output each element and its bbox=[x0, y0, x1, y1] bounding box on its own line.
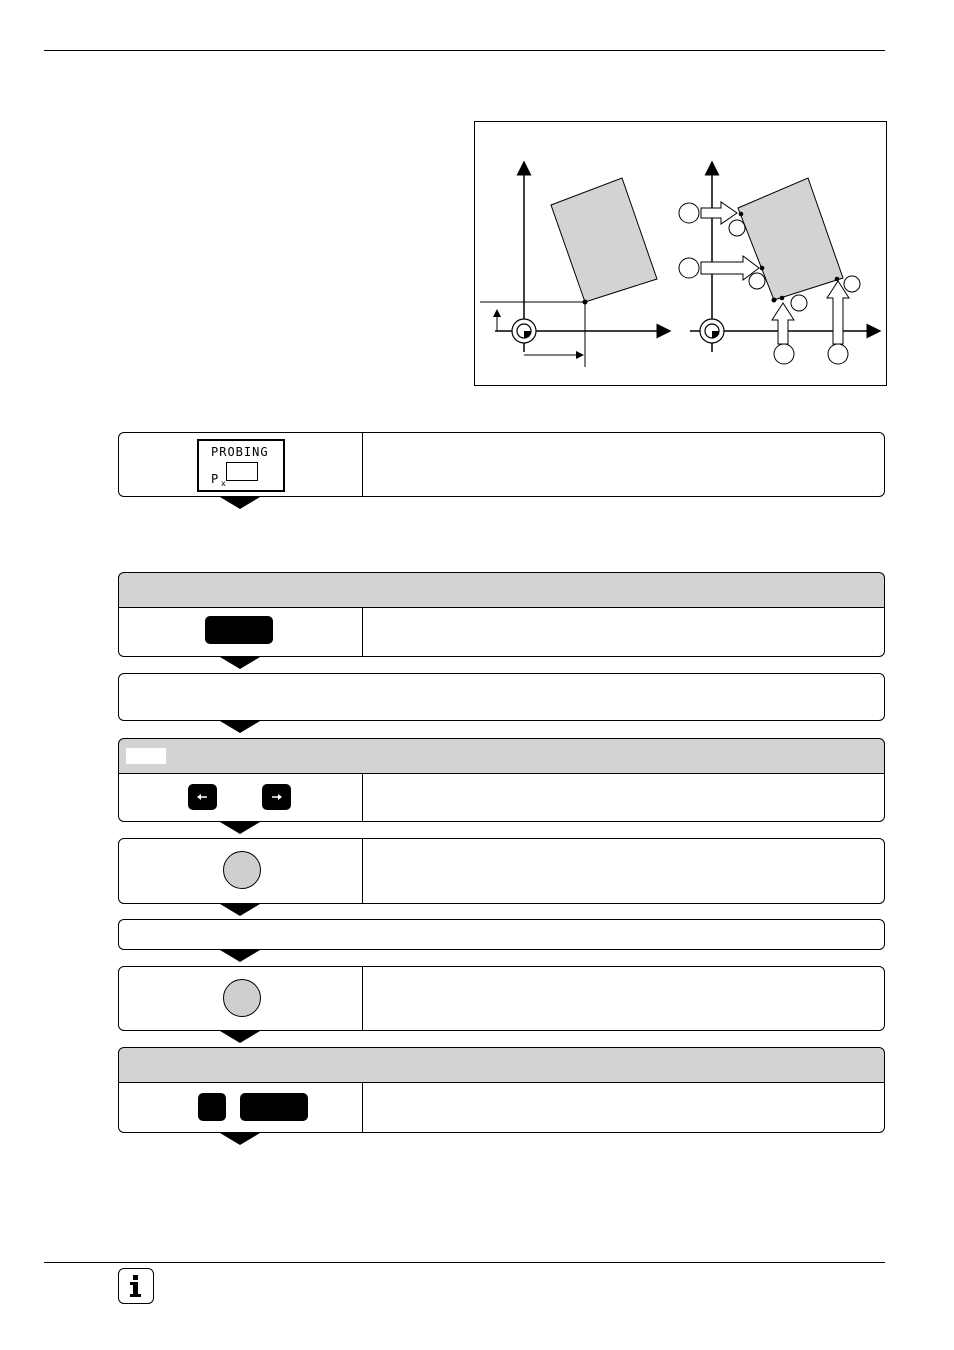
flow-down-arrow-icon bbox=[220, 1031, 260, 1043]
point-circle bbox=[791, 295, 807, 311]
probe-arrow-1 bbox=[701, 202, 737, 224]
step-left-cell bbox=[119, 774, 363, 821]
lcd-rectangle-icon bbox=[226, 462, 258, 481]
step-softkeys bbox=[118, 1082, 885, 1133]
flow-down-arrow-icon bbox=[220, 657, 260, 669]
left-workpiece bbox=[551, 178, 657, 302]
step-header bbox=[118, 1047, 885, 1083]
lcd-title: PROBING bbox=[211, 445, 269, 459]
arrow-right-key-icon bbox=[262, 784, 291, 810]
flow-down-arrow-icon bbox=[220, 822, 260, 834]
point-circle bbox=[749, 273, 765, 289]
point-circle bbox=[729, 220, 745, 236]
probing-diagram-svg bbox=[475, 122, 888, 387]
step-header bbox=[118, 738, 885, 774]
small-key[interactable] bbox=[198, 1093, 226, 1121]
step-left-cell bbox=[119, 1083, 363, 1132]
point-circle bbox=[844, 276, 860, 292]
round-key-button[interactable] bbox=[223, 979, 261, 1017]
left-datum-symbol bbox=[512, 319, 536, 343]
info-icon bbox=[118, 1268, 154, 1304]
lcd-display bbox=[197, 439, 285, 492]
step-circle bbox=[679, 203, 699, 223]
probing-diagram bbox=[474, 121, 887, 386]
round-key-button[interactable] bbox=[223, 851, 261, 889]
probe-arrow-3 bbox=[772, 303, 794, 344]
lcd-x-sub: x bbox=[221, 479, 226, 488]
arrow-left-key[interactable] bbox=[188, 784, 217, 810]
step-header bbox=[118, 572, 885, 608]
step-left-cell bbox=[119, 967, 363, 1030]
softkey-button[interactable] bbox=[240, 1093, 308, 1121]
step-circle bbox=[828, 344, 848, 364]
step-arrow-keys bbox=[118, 773, 885, 822]
step-left-cell bbox=[119, 608, 363, 656]
flow-down-arrow-icon bbox=[220, 904, 260, 916]
step-circle bbox=[679, 258, 699, 278]
step-probing-display bbox=[118, 432, 885, 497]
flow-down-arrow-icon bbox=[220, 721, 260, 733]
step-instruction bbox=[118, 919, 885, 950]
step-left-cell bbox=[119, 839, 363, 903]
info-glyph bbox=[119, 1269, 152, 1302]
arrow-right-key[interactable] bbox=[262, 784, 291, 810]
step-softkey bbox=[118, 607, 885, 657]
flow-down-arrow-icon bbox=[220, 1133, 260, 1145]
step-round-key bbox=[118, 966, 885, 1031]
probe-arrow-4 bbox=[827, 281, 849, 344]
step-instruction bbox=[118, 673, 885, 721]
flow-down-arrow-icon bbox=[220, 497, 260, 509]
step-circle bbox=[774, 344, 794, 364]
step-round-key bbox=[118, 838, 885, 904]
step-left-cell bbox=[119, 433, 363, 496]
lcd-p-label: P bbox=[211, 472, 219, 486]
small-display bbox=[126, 748, 166, 764]
arrow-left-key-icon bbox=[188, 784, 217, 810]
softkey-button[interactable] bbox=[205, 616, 273, 644]
top-rule bbox=[44, 50, 885, 51]
datum-symbol-right bbox=[700, 319, 724, 343]
bottom-rule bbox=[44, 1262, 885, 1263]
flow-down-arrow-icon bbox=[220, 950, 260, 962]
